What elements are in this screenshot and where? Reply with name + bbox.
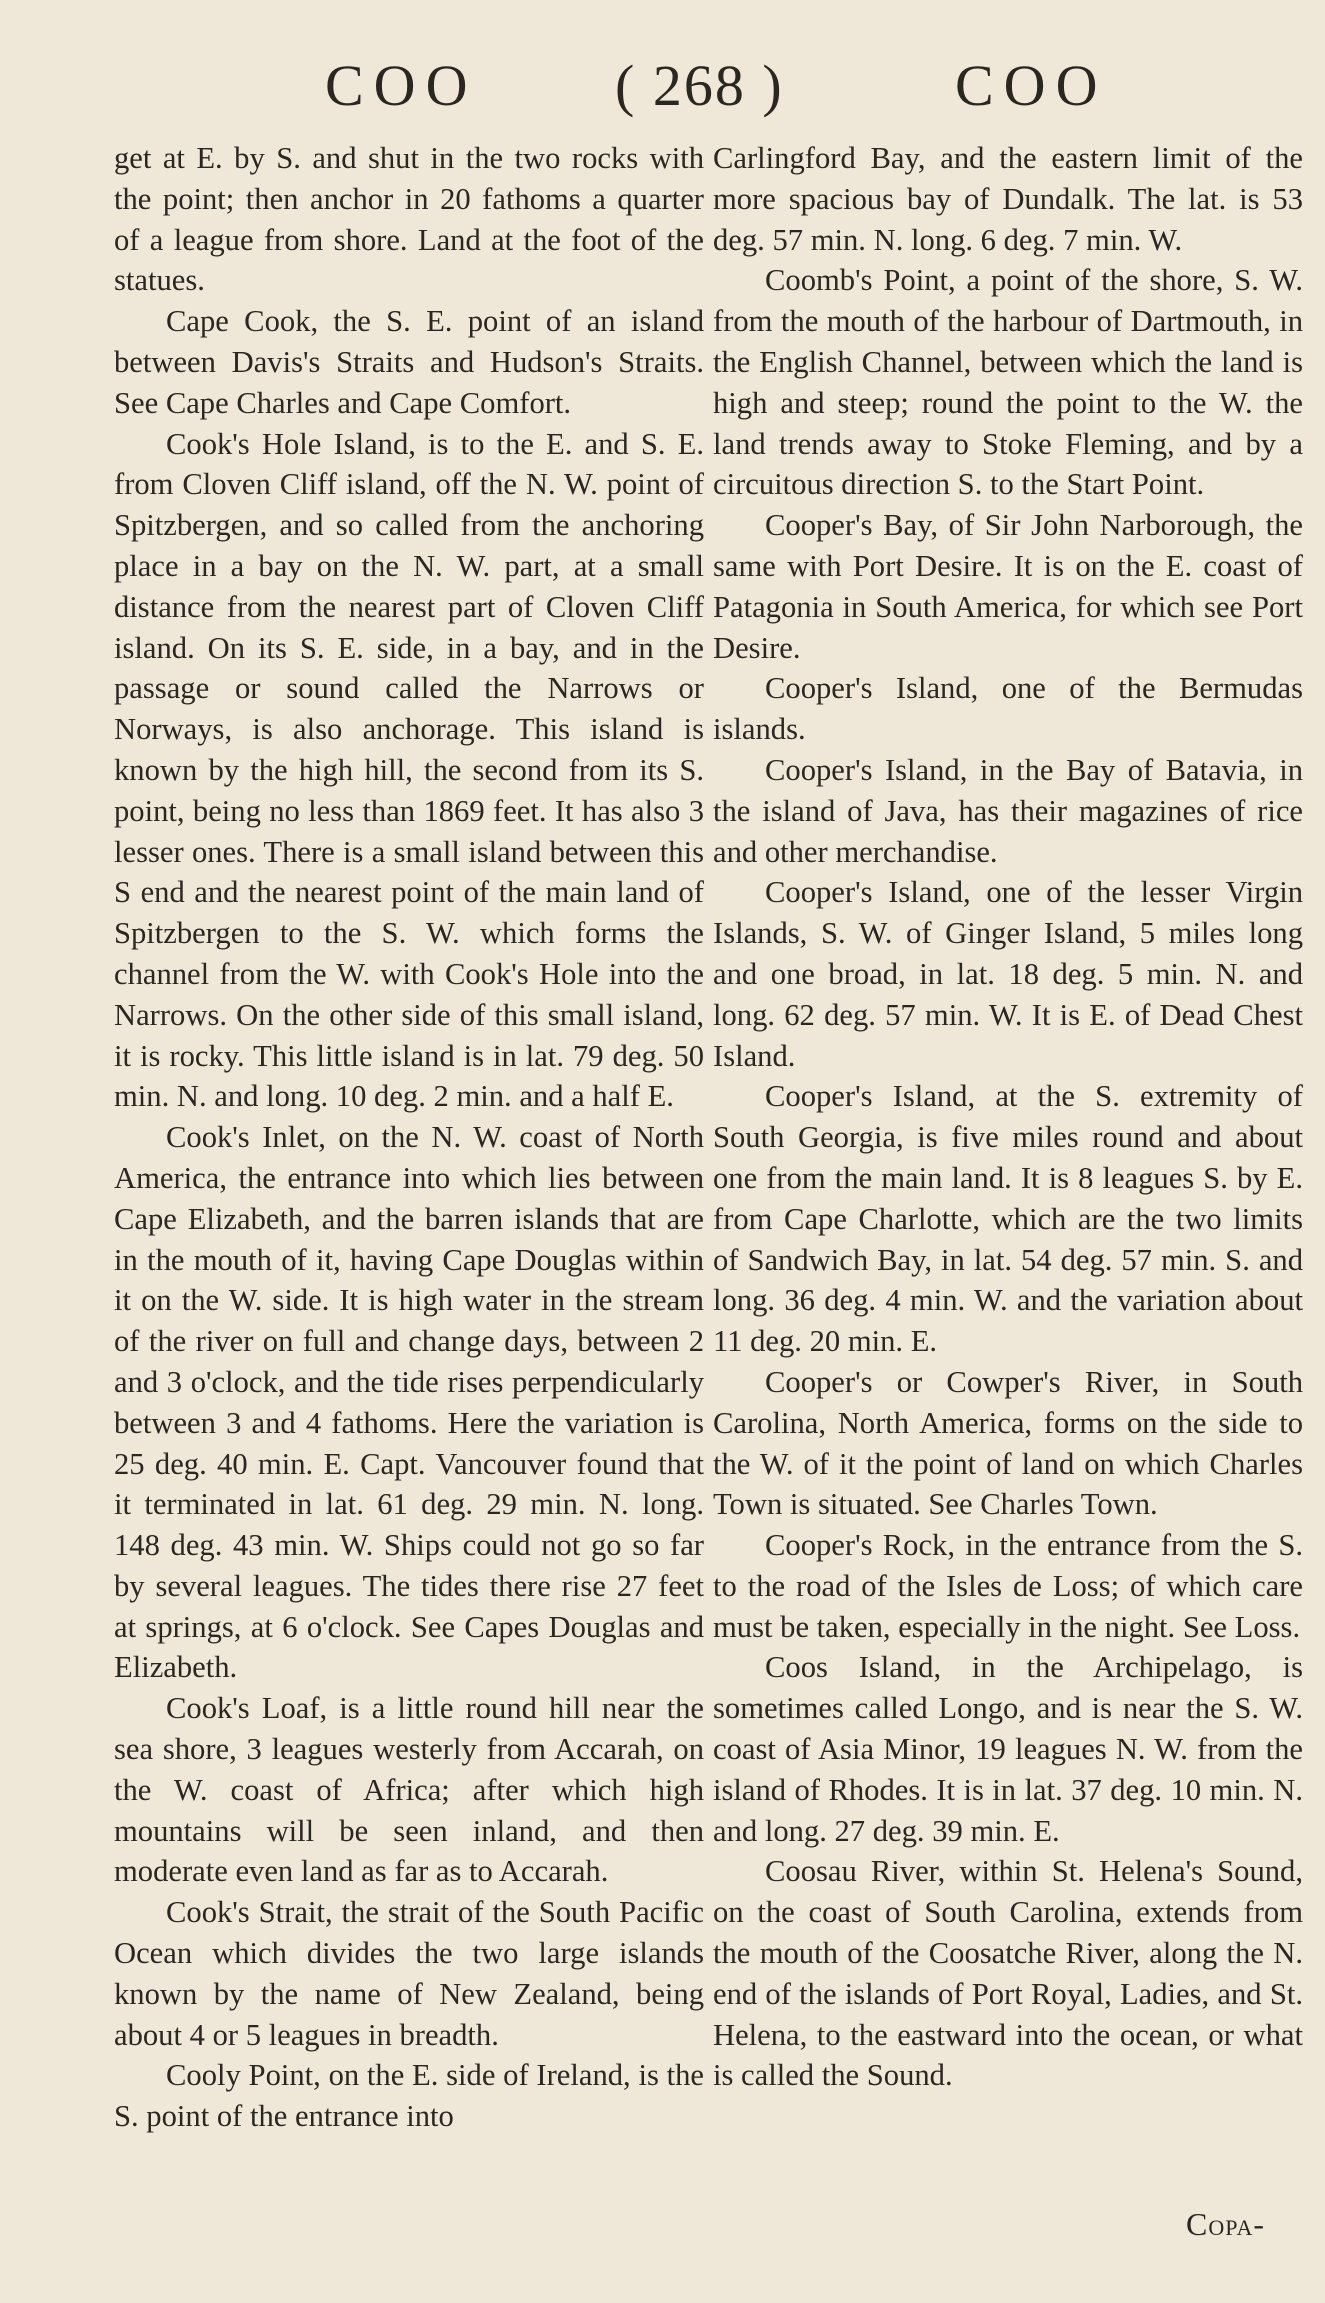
entry-cooks-hole-island: Cook's Hole Island, is to the E. and S. E. from Cloven Cliff island, off the N. W. point of Spitzbergen, and so called from the anchoring place in a bay on the N. W. part, at a small distance from the nearest part of Cloven Cliff island. On its S. E. side, in a bay, and in the passage or sound called the Narrows or Norways, is also anchorage. This island is known by the high hill, the second from its S. point, being no less than 1869 feet. It has also 3 lesser ones. There is a small island between this S end and the nearest point of the main land of Spitzbergen to the S. W. which forms the channel from the W. with Cook's Hole into the Narrows. On the other side of this small island, it is rocky. This little island is in lat. 79 deg. 50 min. N. and long. 10 deg. 2 min. and a half E. <box>114 426 704 1114</box>
entry-cape-cook: Cape Cook, the S. E. point of an island between Davis's Straits and Hudson's Straits. See Cape Charles and Cape Comfort. <box>114 304 704 420</box>
entry-cooks-strait: Cook's Strait, the strait of the South Pacific Ocean which divides the two large islands known by the name of New Zealand, being about 4 or 5 leagues in breadth. <box>114 1895 704 2052</box>
entry-continuation-left: get at E. by S. and shut in the two rocks with the point; then anchor in 20 fathoms a quarter of a league from shore. Land at the foot of the statues. <box>114 141 704 298</box>
entry-coopers-island-batavia: Cooper's Island, in the Bay of Batavia, in the island of Java, has their magazines of rice and other merchandise. <box>713 752 1303 869</box>
entry-coopers-island-virgin: Cooper's Island, one of the lesser Virgin Islands, S. W. of Ginger Island, 5 miles long and one broad, in lat. 18 deg. 5 min. N. and long. 62 deg. 57 min. W. It is E. of Dead Chest Island. <box>713 875 1303 1073</box>
entry-coos-island: Coos Island, in the Archipelago, is sometimes called Longo, and is near the S. W. coast of Asia Minor, 19 leagues N. W. from the island of Rhodes. It is in lat. 37 deg. 10 min. N. and long. 27 deg. 39 min. E. <box>713 1650 1303 1848</box>
entry-coopers-river: Cooper's or Cowper's River, in South Carolina, North America, forms on the side to the W. of it the point of land on which Charles Town is situated. See Charles Town. <box>713 1364 1303 1522</box>
catchword: Copa- <box>1186 2206 1265 2242</box>
entry-coopers-bay: Cooper's Bay, of Sir John Narborough, the same with Port Desire. It is on the E. coast of Patagonia in South America, for which see Port Desire. <box>713 508 1303 665</box>
entry-cooks-inlet: Cook's Inlet, on the N. W. coast of North America, the entrance into which lies between Cape Elizabeth, and the barren islands that are in the mouth of it, having Cape Douglas within it on the W. side. It is high water in the stream of the river on full and change days, between 2 and 3 o'clock, and the tide rises perpendicularly between 3 and 4 fathoms. Here the variation is 25 deg. 40 min. E. Capt. Vancouver found that it terminated in lat. 61 deg. 29 min. N. long. 148 deg. 43 min. W. Ships could not go so far by several leagues. The tides there rise 27 feet at springs, at 6 o'clock. See Capes Douglas and Elizabeth. <box>114 1120 704 1685</box>
running-header <box>0 40 1325 130</box>
header-left: COO <box>325 53 478 118</box>
header-right: COO <box>955 53 1108 118</box>
page-number: ( 268 ) <box>615 53 784 118</box>
entry-cooly-point: Cooly Point, on the E. side of Ireland, is the S. point of the entrance into <box>114 2058 704 2134</box>
left-column <box>114 138 704 2137</box>
entry-coombs-point: Coomb's Point, a point of the shore, S. W. from the mouth of the harbour of Dartmouth, in the English Channel, between which the land is high and steep; round the point to the W. the land trends away to Stoke Fleming, and by a circuitous direction S. to the Start Point. <box>713 263 1303 502</box>
entry-coopers-island-bermudas: Cooper's Island, one of the Bermudas islands. <box>713 671 1303 747</box>
entry-coopers-rock: Cooper's Rock, in the entrance from the S. to the road of the Isles de Loss; of which care must be taken, especially in the night. See Loss. <box>713 1528 1303 1644</box>
right-column <box>713 138 1303 2096</box>
entry-coopers-island-georgia: Cooper's Island, at the S. extremity of South Georgia, is five miles round and about one from the main land. It is 8 leagues S. by E. from Cape Charlotte, which are the two limits of Sandwich Bay, in lat. 54 deg. 57 min. S. and long. 36 deg. 4 min. W. and the variation about 11 deg. 20 min. E. <box>713 1079 1303 1359</box>
entry-continuation-right: Carlingford Bay, and the eastern limit of the more spacious bay of Dundalk. The lat. is 53 deg. 57 min. N. long. 6 deg. 7 min. W. <box>713 141 1303 257</box>
entry-coosau-river: Coosau River, within St. Helena's Sound, on the coast of South Carolina, extends from the mouth of the Coosatche River, along the N. end of the islands of Port Royal, Ladies, and St. Helena, to the eastward into the ocean, or what is called the Sound. <box>713 1854 1303 2093</box>
entry-cooks-loaf: Cook's Loaf, is a little round hill near the sea shore, 3 leagues westerly from Accarah, on the W. coast of Africa; after which high mountains will be seen inland, and then moderate even land as far as to Accarah. <box>114 1691 704 1889</box>
